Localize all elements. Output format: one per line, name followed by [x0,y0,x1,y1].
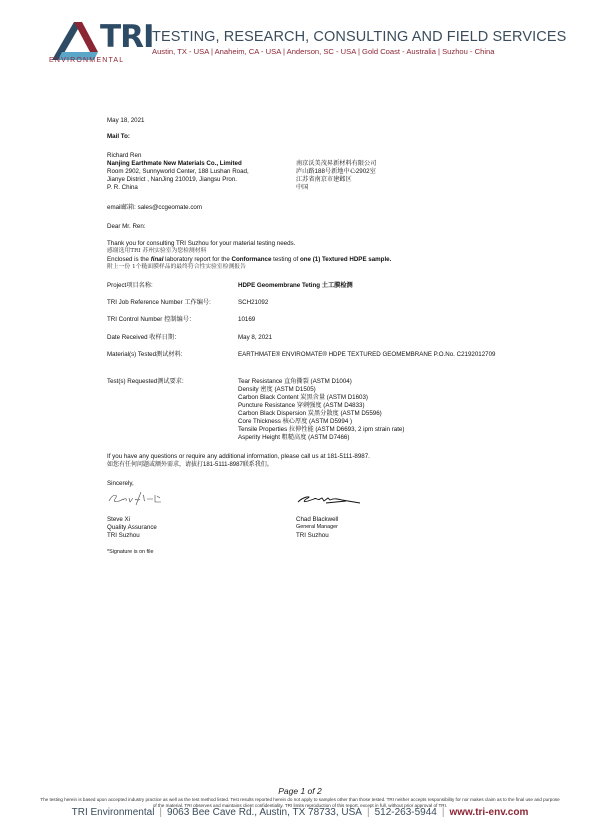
recipient-name: Richard Ren [107,152,142,159]
field-value-date-received: May 8, 2021 [238,334,273,341]
footer-company: TRI Environmental [71,807,155,818]
field-label-control-number: TRI Control Number 控制编号： [107,316,196,323]
footer-website-link[interactable]: www.tri-env.com [449,807,529,818]
test-item: Carbon Black Dispersion 炭黑分散度 (ASTM D5596) [238,410,382,417]
test-item: Tensile Properties 拉伸性能 (ASTM D6693, 2 ipm strain rate) [238,426,405,433]
contact-cn: 如您有任何问题或额外需求，请拔打181-5111-8987联系我们。 [107,462,273,468]
divider: | [159,807,163,818]
recipient-company: Nanjing Earthmate New Materials Co., Limited [107,160,242,167]
field-value-control-number: 10169 [238,316,256,323]
field-label-date-received: Date Received 收样日期： [107,334,181,341]
recipient-address-line1: Room 2902, Sunnyworld Center, 188 Lushan Road, [107,168,249,175]
field-value-material: EARTHMATE® ENVIROMATE® HDPE TEXTURED GEOMEMBRANE P.O.No. C2192012709 [238,351,496,358]
letter-date: May 18, 2021 [107,117,145,124]
test-item: Density 密度 (ASTM D1505) [238,386,316,393]
email-label: email邮箱: [107,204,136,211]
field-label-project: Project项目名称: [107,282,153,289]
intro-cn: 感谢选用TRI 苏州实验室为您检测材料 [107,248,207,254]
recipient-address-cn-line2: 江苏省南京市建邺区 [296,176,352,183]
logo-wordmark: TRI [100,19,154,55]
test-item: Asperity Height 粗糙高度 (ASTM D7466) [238,434,350,441]
test-item: Tear Resistance 直角撕裂 (ASTM D1004) [238,378,352,385]
recipient-email-row [107,204,202,212]
signatory-org: TRI Suzhou [296,532,329,539]
footer-disclaimer: The testing herein is based upon accepted industry practice as well as the test method listed. Test results reported herein do not apply to samples other than those tested. TRI neither accepts responsibility for nor makes claim as to the final use and purpose of the material. TRI observes and maintains client confidentiality. TRI limits reproduction of this report, except in full, without prior approval of TRI. [40,797,560,808]
divider: | [441,807,445,818]
salutation: Dear Mr. Ren: [107,223,146,230]
footer-phone: 512-263-5944 [374,807,437,818]
field-label-material: Material(s) Tested测试材料: [107,351,183,358]
logo-subtext: ENVIRONMENTAL [49,57,125,64]
signature-chad-blackwell-icon [296,494,362,506]
tests-requested-label: Test(s) Requested测试要求: [107,378,184,385]
recipient-address-cn-line3: 中国 [296,184,309,191]
closing: Sincerely, [107,480,134,487]
signatory-name: Chad Blackwell [296,516,339,523]
test-item: Core Thickness 核心厚度 (ASTM D5994 ) [238,418,353,425]
signatory-org: TRI Suzhou [107,532,140,539]
letterhead-locations: Austin, TX - USA | Anaheim, CA - USA | Anderson, SC - USA | Gold Coast - Australia | Suzhou - China [152,47,495,56]
recipient-address-line3: P. R. China [107,184,138,191]
enclosed-statement-cn: 附上一份 1个糙面膜样品的最终符合性实验室检测报告 [107,264,246,270]
email-link[interactable]: sales@ccgeomate.com [137,204,203,211]
letterhead-title: TESTING, RESEARCH, CONSULTING AND FIELD SERVICES [152,29,567,45]
signatory-title: Quality Assurance [107,524,157,531]
signatory-name: Steve Xi [107,516,131,523]
test-item: Carbon Black Content 炭黑含量 (ASTM D1603) [238,394,368,401]
mail-to-label: Mail To: [107,133,130,140]
contact-en: If you have any questions or require any additional information, please call us at 181-5111-8987. [107,453,370,460]
signatory-title: General Manager [296,524,338,530]
field-label-job-ref: TRI Job Reference Number 工作编号: [107,299,211,306]
divider: | [366,807,370,818]
signature-note: *Signature is on file [107,549,154,555]
signature-steve-xi-icon [107,490,163,506]
footer-contact-line [0,807,600,819]
footer-address: 9063 Bee Cave Rd., Austin, TX 78733, USA [167,807,362,818]
field-value-job-ref: SCH21092 [238,299,269,306]
page-number: Page 1 of 2 [278,786,322,796]
test-item: Puncture Resistance 穿刺强度 (ASTM D4833) [238,402,365,409]
intro-en: Thank you for consulting TRI Suzhou for your material testing needs. [107,240,296,247]
recipient-address-cn-line1: 庐山路188号新地中心2902室 [296,168,376,175]
enclosed-statement: Enclosed is the final laboratory report for the Conformance testing of one (1) Textured HDPE sample. [107,256,392,263]
recipient-address-line2: Jianye District , NanJing 210019, Jiangsu Pron. [107,176,238,183]
field-value-project: HDPE Geomembrane Teting 土工膜检测 [238,282,353,289]
recipient-company-cn: 南京沃美茂昇新材料有限公司 [296,160,377,167]
